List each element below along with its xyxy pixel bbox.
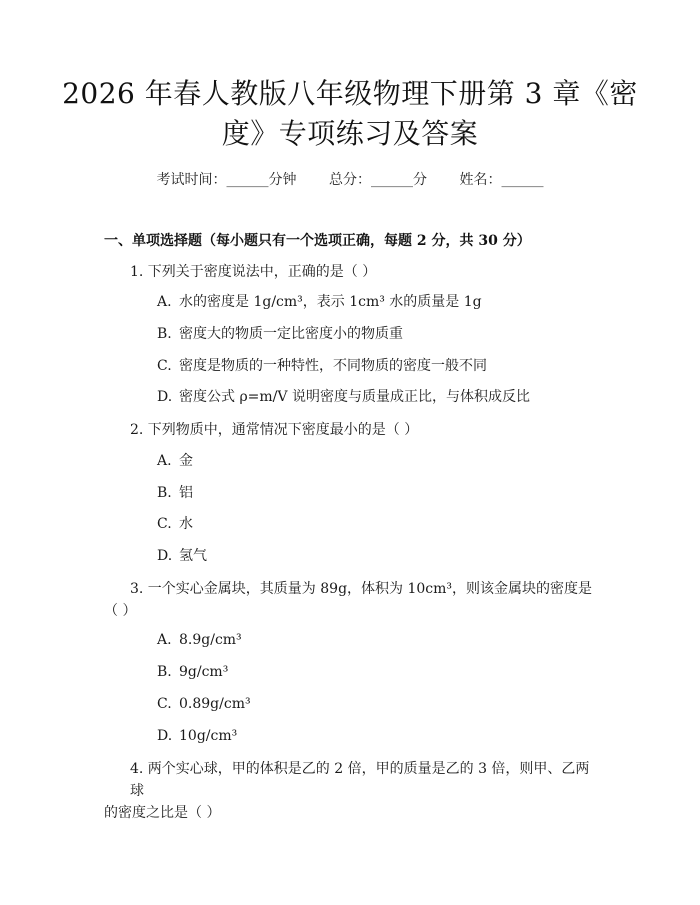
question-text-line-2: 的密度之比是（ ） xyxy=(104,805,221,821)
question-2 xyxy=(104,419,598,441)
option-2b xyxy=(157,483,193,503)
question-1 xyxy=(104,261,598,283)
option-letter: B. xyxy=(157,485,172,501)
option-1c xyxy=(157,356,487,376)
option-1b xyxy=(157,324,403,344)
option-text: 氢气 xyxy=(179,548,207,564)
option-text: 0.89g/cm³ xyxy=(179,696,251,712)
question-text-line-1: 3. 一个实心金属块，其质量为 89g，体积为 10cm³，则该金属块的密度是 xyxy=(130,581,593,597)
option-letter: C. xyxy=(157,696,172,712)
option-letter: B. xyxy=(157,664,172,680)
option-text: 9g/cm³ xyxy=(179,664,229,680)
option-text: 10g/cm³ xyxy=(179,728,238,744)
option-letter: D. xyxy=(157,548,173,564)
option-2c xyxy=(157,514,193,534)
option-2d xyxy=(157,546,207,566)
option-text: 密度公式 ρ=m/V 说明密度与质量成正比，与体积成反比 xyxy=(179,389,530,405)
option-letter: D. xyxy=(157,728,173,744)
option-letter: A. xyxy=(157,294,172,310)
option-1d xyxy=(157,387,530,407)
option-letter: A. xyxy=(157,453,172,469)
option-text: 密度大的物质一定比密度小的物质重 xyxy=(179,326,403,342)
option-letter: C. xyxy=(157,358,172,374)
option-letter: D. xyxy=(157,389,173,405)
question-text-line-2: （ ） xyxy=(104,603,137,619)
option-3a xyxy=(157,630,242,650)
title-line-1: 2026 年春人教版八年级物理下册第 3 章《密 xyxy=(62,77,638,110)
exam-time: 考试时间：______分钟 xyxy=(156,172,297,188)
question-3 xyxy=(104,578,598,622)
option-text: 铝 xyxy=(179,485,193,501)
option-text: 8.9g/cm³ xyxy=(179,632,242,648)
option-2a xyxy=(157,451,193,471)
option-text: 密度是物质的一种特性，不同物质的密度一般不同 xyxy=(179,358,487,374)
option-3b xyxy=(157,662,228,682)
question-text-line-1: 4. 两个实心球，甲的体积是乙的 2 倍，甲的质量是乙的 3 倍，则甲、乙两球 xyxy=(130,761,590,799)
title-line-2: 度》专项练习及答案 xyxy=(221,117,479,150)
option-text: 水 xyxy=(179,516,193,532)
exam-name: 姓名：______ xyxy=(459,172,544,188)
option-text: 金 xyxy=(179,453,193,469)
option-letter: B. xyxy=(157,326,172,342)
option-3c xyxy=(157,694,251,714)
option-3d xyxy=(157,726,237,746)
option-text: 水的密度是 1g/cm³，表示 1cm³ 水的质量是 1g xyxy=(179,294,482,310)
question-text: 2. 下列物质中，通常情况下密度最小的是（ ） xyxy=(130,422,419,438)
section-heading: 一、单项选择题（每小题只有一个选项正确，每题 2 分，共 30 分） xyxy=(104,233,531,249)
exam-total-score: 总分：______分 xyxy=(329,172,427,188)
question-4 xyxy=(104,758,598,824)
option-letter: C. xyxy=(157,516,172,532)
exam-info xyxy=(0,170,700,190)
document-title xyxy=(60,74,640,154)
option-1a xyxy=(157,292,482,312)
question-text: 1. 下列关于密度说法中，正确的是（ ） xyxy=(130,264,377,280)
option-letter: A. xyxy=(157,632,172,648)
